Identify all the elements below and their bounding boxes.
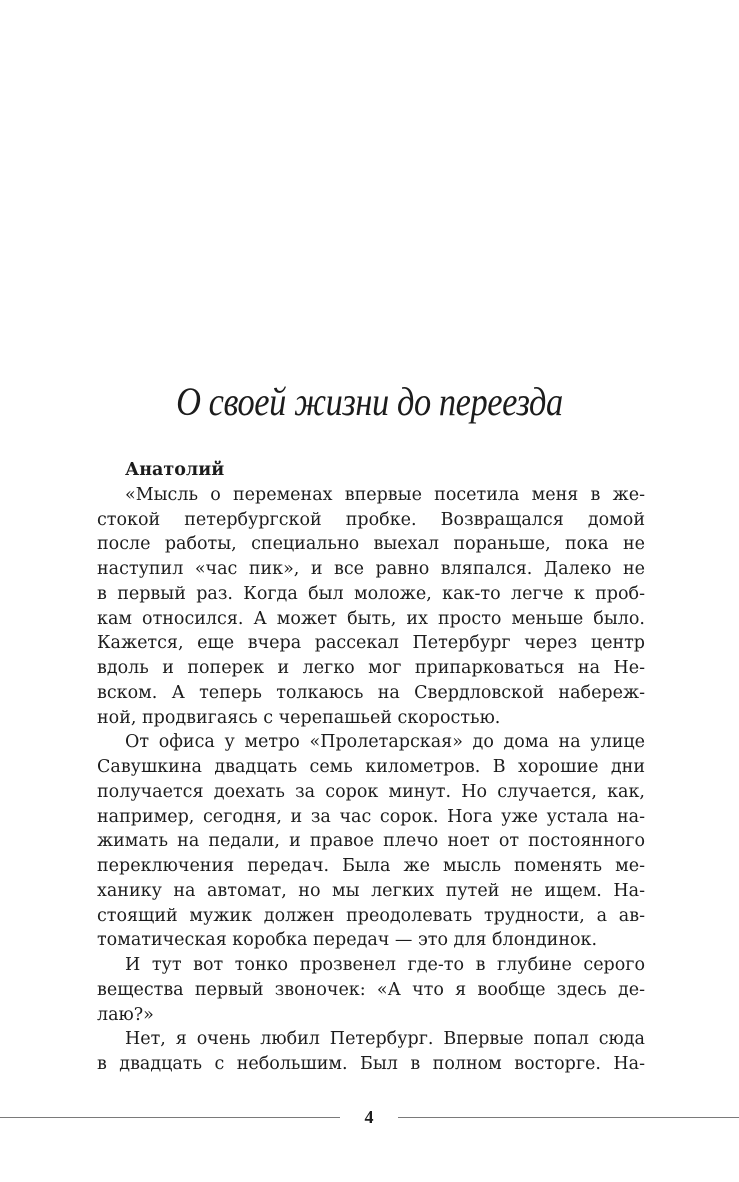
text-line: ной, продвигаясь с черепашьей скоростью. [97,707,501,728]
text-line: стокой петербургской пробке. Возвращался домой [97,509,645,530]
text-line: Кажется, еще вчера рассекал Петербург через центр [97,633,645,654]
body-text [97,458,645,1077]
text-line: наступил «час пик», и все равно вляпался. Далеко не [97,559,645,579]
text-line: стоящий мужик должен преодолевать трудности, а ав- [97,905,645,926]
text-line: От офиса у метро «Пролетарская» до дома на улице [125,732,645,753]
speaker-name: Анатолий [125,460,225,480]
text-line: Савушкина двадцать семь километров. В хорошие дни [97,757,645,777]
text-line: переключения передач. Была же мысль поменять ме- [97,856,645,876]
footer-rule-right [398,1117,739,1118]
text-line: после работы, специально выехал пораньше, пока не [97,534,645,555]
text-line: вском. А теперь толкаюсь на Свердловской набереж- [97,682,645,703]
text-line: например, сегодня, и за час сорок. Нога уже устала на- [97,806,645,827]
chapter-title: О своей жизни до переезда [176,379,563,424]
page-number: 4 [364,1107,374,1127]
text-line: вещества первый звоночек: «А что я вообще здесь де- [97,979,645,1000]
text-line: кам относился. А может быть, их просто меньше было. [97,608,645,629]
text-line: жимать на педали, и правое плечо ноет от постоянного [97,831,645,852]
text-line: томатическая коробка передач — это для блондинок. [97,930,598,951]
text-line: в двадцать с небольшим. Был в полном восторге. На- [97,1054,645,1074]
text-line: получается доехать за сорок минут. Но случается, как, [97,781,645,802]
footer-rule-left [0,1117,340,1118]
text-line: вдоль и поперек и легко мог припарковаться на Не- [97,658,645,678]
text-line: ханику на автомат, но мы легких путей не ищем. На- [97,880,645,901]
text-line: «Мысль о переменах впервые посетила меня в же- [125,484,645,505]
text-line: И тут вот тонко прозвенел где-то в глубине серого [125,955,645,975]
text-line: лаю?» [97,1004,154,1025]
text-line: в первый раз. Когда был моложе, как-то легче к проб- [97,583,645,604]
text-line: Нет, я очень любил Петербург. Впервые попал сюда [125,1029,645,1050]
